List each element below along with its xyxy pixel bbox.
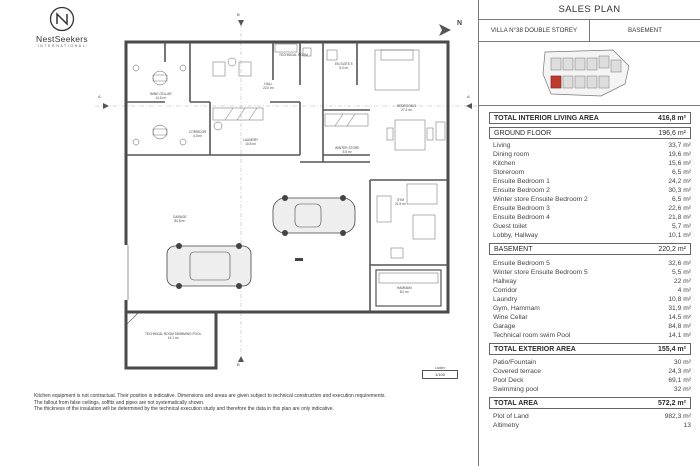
axis-label-a-right: A (467, 94, 470, 99)
plan-info-bar (479, 20, 700, 42)
list-item: Laundry 10,8 m² (493, 296, 691, 303)
room-winter-store: WINTER STORE 5.5 m² (335, 146, 360, 154)
list-item: Ensuite Bedroom 3 22,6 m² (493, 205, 691, 212)
scale-indicator (422, 366, 458, 379)
nest-seekers-emblem-icon (49, 6, 75, 32)
room-corridor: CORRIDOR 4.0 m² (189, 130, 207, 138)
room-ensuite: EN-SUITE 5 5.3 m² (335, 62, 353, 70)
list-item: Covered terrace 24,3 m² (493, 368, 691, 375)
villa-highlight (551, 76, 561, 88)
disclaimer-line-1: Kitchen equipment is not contractual. Their position is indicative. Dimensions and areas are given subject to technical construction and execution requirements. (34, 393, 386, 399)
list-item: Lobby, Hallway 10,1 m² (493, 232, 691, 239)
list-item: Swimming pool 32 m² (493, 386, 691, 393)
villa-name: VILLA N°38 DOUBLE STOREY (479, 20, 590, 41)
list-item: Garage 84,8 m² (493, 323, 691, 330)
level-name: BASEMENT (627, 27, 663, 34)
north-label: N (457, 20, 463, 27)
disclaimer-line-3: The thickness of the insulation will be determined by the technical execution study and therefore the data in this plan are only indicative. (34, 406, 334, 412)
room-garage: GARAGE 84.8 m² (173, 215, 187, 223)
total-exterior-header: TOTAL EXTERIOR AREA 155,4 m² (489, 343, 691, 355)
key-plan (479, 42, 700, 106)
list-item: Technical room swim Pool 14,1 m² (493, 332, 691, 339)
suv-car-icon (167, 243, 251, 289)
tech-pool-wall (126, 312, 216, 368)
sales-panel (478, 0, 700, 466)
room-technical: TECHNICAL ROOM (279, 53, 308, 57)
ground-floor-header: GROUND FLOOR 196,6 m² (489, 127, 691, 139)
list-item: Pool Deck 69,1 m² (493, 377, 691, 384)
room-hammam: HAMMAM 8.0 m² (397, 286, 412, 294)
north-arrow-icon (439, 24, 451, 36)
list-item: Dining room 19,6 m² (493, 151, 691, 158)
room-laundry: LAUNDRY 10.8 m² (243, 138, 259, 146)
axis-arrow-a-left (103, 103, 109, 109)
axis-arrow-b-top (238, 20, 244, 26)
room-hall: HALL 22.0 m² (263, 82, 274, 90)
list-item: Guest toilet 5,7 m² (493, 223, 691, 230)
room-technical-pool: TECHNICAL ROOM SWIMMING POOL 14.1 m² (145, 332, 202, 340)
list-item: Winter store Ensuite Bedroom 5 5,5 m² (493, 269, 691, 276)
list-item: Corridor 4 m² (493, 287, 691, 294)
door-swing (126, 312, 139, 325)
list-item: Gym, Hammam 31,9 m² (493, 305, 691, 312)
axis-label-a-left: A (98, 94, 101, 99)
room-bedroom: BEDROOM 5 27.4 m² (397, 104, 417, 112)
list-item: Ensuite Bedroom 1 24,2 m² (493, 178, 691, 185)
list-item: Wine Cellar 14,5 m² (493, 314, 691, 321)
total-area-header: TOTAL AREA 572,2 m² (489, 397, 691, 409)
total-interior-header: TOTAL INTERIOR LIVING AREA 416,8 m² (489, 112, 691, 124)
brand-tagline: INTERNATIONAL (37, 44, 87, 48)
list-item: Kitchen 15,6 m² (493, 160, 691, 167)
axis-label-b-top: B (237, 12, 240, 17)
site-key-plan-icon (541, 48, 633, 98)
list-item: Ensuite Bedroom 2 30,3 m² (493, 187, 691, 194)
list-item: Storeroom 6,5 m² (493, 169, 691, 176)
area-tables (489, 112, 691, 430)
basement-list (489, 259, 691, 340)
room-wine-cellar: WINE CELLAR 14.5 m² (150, 92, 172, 100)
list-item: Ensuite Bedroom 5 32,6 m² (493, 260, 691, 267)
ground-floor-list (489, 141, 691, 240)
list-item: Winter store Ensuite Bedroom 2 6,5 m² (493, 196, 691, 203)
axis-arrow-a-right (466, 103, 472, 109)
list-item: Altimetry 13 (493, 422, 691, 429)
list-item: Patio/Fountain 30 m² (493, 359, 691, 366)
scale-label: Ladder (435, 366, 445, 370)
disclaimer-line-2: The fallout from false ceilings, soffits and pipes are not systematically shown. (34, 399, 205, 406)
total-area-list (489, 412, 691, 430)
scale-value: 1/100 (422, 370, 458, 379)
page-title: SALES PLAN (479, 0, 700, 20)
list-item: Ensuite Bedroom 4 21,8 m² (493, 214, 691, 221)
list-item: Plot of Land 982,3 m² (493, 413, 691, 420)
list-item: Living 33,7 m² (493, 142, 691, 149)
disclaimer (34, 393, 474, 413)
exterior-list (489, 358, 691, 394)
sports-car-icon (273, 195, 355, 236)
axis-label-b-bottom: B (237, 362, 240, 367)
basement-header: BASEMENT 220,2 m² (489, 243, 691, 255)
brand-logo (22, 6, 102, 56)
list-item: Hallway 22 m² (493, 278, 691, 285)
brand-name: NestSeekers (36, 34, 88, 44)
floor-plan (95, 10, 480, 390)
room-gym: GYM 21.9 m² (395, 198, 406, 206)
